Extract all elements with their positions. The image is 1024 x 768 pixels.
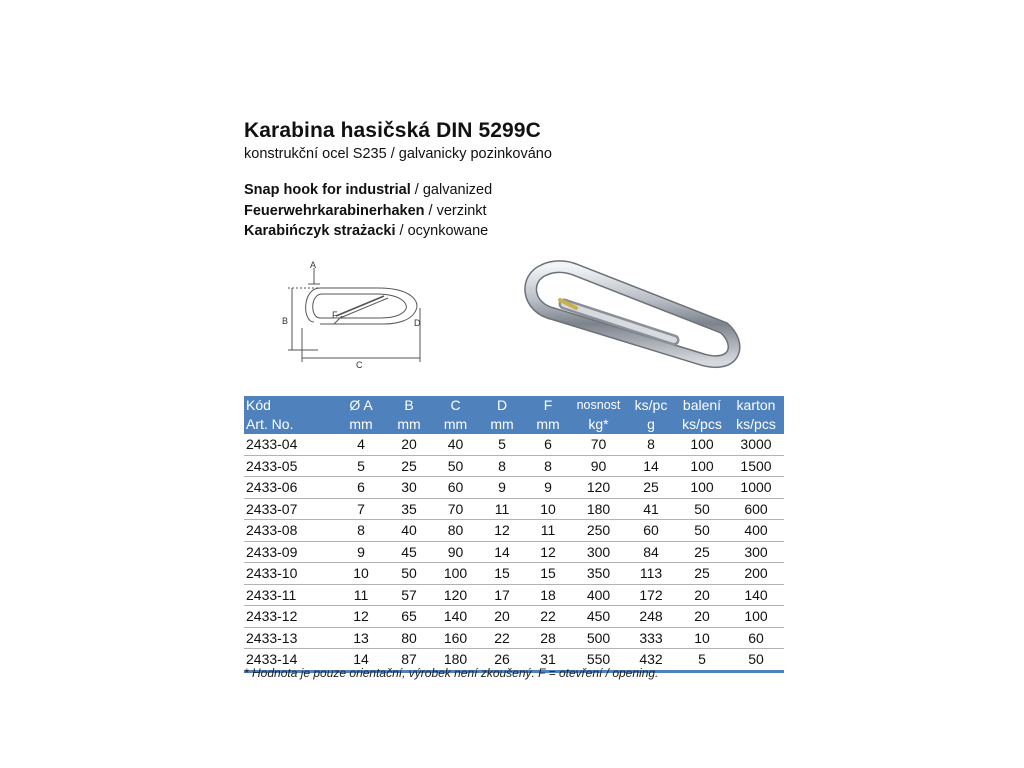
table-cell: 180 (432, 649, 479, 672)
product-photo (514, 248, 744, 373)
table-cell: 65 (386, 606, 432, 628)
footnote: * Hodnota je pouze orientační, výrobek není zkoušený. F = otevření / opening. (244, 666, 659, 680)
article-code: 2433-06 (244, 477, 336, 499)
table-cell: 22 (525, 606, 571, 628)
translations-list (244, 180, 789, 242)
table-cell: 20 (676, 584, 728, 606)
table-cell: 30 (386, 477, 432, 499)
dim-label-f: F (332, 310, 338, 320)
table-cell: 1500 (728, 455, 784, 477)
table-cell: 100 (728, 606, 784, 628)
table-cell: 90 (432, 541, 479, 563)
table-cell: 28 (525, 627, 571, 649)
table-cell: 200 (728, 563, 784, 585)
article-code: 2433-10 (244, 563, 336, 585)
article-code: 2433-05 (244, 455, 336, 477)
table-cell: 12 (525, 541, 571, 563)
col-header: D (479, 396, 525, 415)
table-cell: 7 (336, 498, 386, 520)
table-cell: 50 (386, 563, 432, 585)
table-cell: 26 (479, 649, 525, 672)
col-header: Ø A (336, 396, 386, 415)
dim-label-c: C (356, 360, 363, 370)
table-cell: 41 (626, 498, 676, 520)
table-cell: 180 (571, 498, 626, 520)
col-header: C (432, 396, 479, 415)
table-cell: 450 (571, 606, 626, 628)
table-cell: 600 (728, 498, 784, 520)
col-unit: mm (336, 415, 386, 434)
table-cell: 9 (525, 477, 571, 499)
table-row (244, 541, 784, 563)
table-cell: 140 (728, 584, 784, 606)
table-cell: 160 (432, 627, 479, 649)
table-cell: 40 (386, 520, 432, 542)
article-code: 2433-14 (244, 649, 336, 672)
table-cell: 5 (479, 434, 525, 455)
table-row (244, 434, 784, 455)
table-cell: 400 (571, 584, 626, 606)
product-title: Karabina hasičská DIN 5299C (244, 119, 541, 142)
table-cell: 45 (386, 541, 432, 563)
table-cell: 11 (525, 520, 571, 542)
product-subtitle: konstrukční ocel S235 / galvanicky pozinkováno (244, 146, 552, 162)
table-cell: 113 (626, 563, 676, 585)
table-cell: 80 (386, 627, 432, 649)
col-unit: Art. No. (244, 415, 336, 434)
table-cell: 8 (626, 434, 676, 455)
table-cell: 300 (728, 541, 784, 563)
dim-label-b: B (282, 316, 289, 326)
col-unit: mm (525, 415, 571, 434)
table-cell: 50 (676, 498, 728, 520)
col-header: Kód (244, 396, 336, 415)
table-cell: 1000 (728, 477, 784, 499)
table-cell: 5 (336, 455, 386, 477)
translation-pl: Karabińczyk strażacki / ocynkowane (244, 223, 489, 239)
table-cell: 14 (479, 541, 525, 563)
table-row (244, 606, 784, 628)
col-header: balení (676, 396, 728, 415)
col-header: nosnost (571, 396, 626, 415)
table-cell: 25 (626, 477, 676, 499)
table-cell: 17 (479, 584, 525, 606)
table-cell: 60 (728, 627, 784, 649)
table-cell: 11 (479, 498, 525, 520)
table-cell: 8 (479, 455, 525, 477)
table-cell: 10 (525, 498, 571, 520)
table-cell: 9 (479, 477, 525, 499)
table-cell: 80 (432, 520, 479, 542)
table-cell: 10 (336, 563, 386, 585)
table-cell: 50 (676, 520, 728, 542)
table-cell: 120 (571, 477, 626, 499)
table-cell: 400 (728, 520, 784, 542)
table-cell: 60 (626, 520, 676, 542)
table-cell: 12 (479, 520, 525, 542)
table-cell: 3000 (728, 434, 784, 455)
table-cell: 60 (432, 477, 479, 499)
col-header: F (525, 396, 571, 415)
table-cell: 350 (571, 563, 626, 585)
table-cell: 250 (571, 520, 626, 542)
table-cell: 300 (571, 541, 626, 563)
article-code: 2433-13 (244, 627, 336, 649)
col-unit: mm (432, 415, 479, 434)
table-cell: 100 (676, 434, 728, 455)
table-cell: 550 (571, 649, 626, 672)
table-cell: 15 (479, 563, 525, 585)
table-cell: 10 (676, 627, 728, 649)
table-cell: 70 (432, 498, 479, 520)
table-cell: 6 (336, 477, 386, 499)
specifications-table (244, 396, 784, 673)
dim-label-a: A (310, 260, 317, 270)
table-cell: 432 (626, 649, 676, 672)
table-cell: 100 (432, 563, 479, 585)
table-cell: 20 (386, 434, 432, 455)
table-cell: 333 (626, 627, 676, 649)
table-row (244, 584, 784, 606)
table-cell: 20 (676, 606, 728, 628)
col-unit: g (626, 415, 676, 434)
table-cell: 4 (336, 434, 386, 455)
col-unit: kg* (571, 415, 626, 434)
product-header (244, 118, 789, 242)
table-cell: 35 (386, 498, 432, 520)
table-row (244, 498, 784, 520)
col-unit: ks/pcs (728, 415, 784, 434)
table-cell: 84 (626, 541, 676, 563)
table-cell: 500 (571, 627, 626, 649)
table-row (244, 477, 784, 499)
dimension-drawing (280, 258, 430, 378)
table-cell: 40 (432, 434, 479, 455)
table-cell: 140 (432, 606, 479, 628)
table-cell: 8 (336, 520, 386, 542)
table-cell: 100 (676, 455, 728, 477)
article-code: 2433-08 (244, 520, 336, 542)
col-header: B (386, 396, 432, 415)
col-unit: ks/pcs (676, 415, 728, 434)
table-cell: 8 (525, 455, 571, 477)
table-cell: 9 (336, 541, 386, 563)
table-cell: 13 (336, 627, 386, 649)
table-cell: 70 (571, 434, 626, 455)
table-cell: 11 (336, 584, 386, 606)
table-cell: 22 (479, 627, 525, 649)
article-code: 2433-04 (244, 434, 336, 455)
table-cell: 14 (336, 649, 386, 672)
table-cell: 248 (626, 606, 676, 628)
translation-de: Feuerwehrkarabinerhaken / verzinkt (244, 202, 487, 219)
col-unit: mm (479, 415, 525, 434)
article-code: 2433-12 (244, 606, 336, 628)
table-cell: 12 (336, 606, 386, 628)
col-unit: mm (386, 415, 432, 434)
table-header-row (244, 396, 784, 415)
table-cell: 57 (386, 584, 432, 606)
col-header: karton (728, 396, 784, 415)
table-cell: 6 (525, 434, 571, 455)
table-cell: 50 (432, 455, 479, 477)
table-cell: 14 (626, 455, 676, 477)
table-cell: 50 (728, 649, 784, 672)
article-code: 2433-07 (244, 498, 336, 520)
table-cell: 15 (525, 563, 571, 585)
dim-label-d: D (414, 318, 421, 328)
col-header: ks/pc (626, 396, 676, 415)
table-cell: 25 (676, 541, 728, 563)
table-cell: 20 (479, 606, 525, 628)
table-body (244, 434, 784, 671)
table-cell: 100 (676, 477, 728, 499)
translation-en: Snap hook for industrial / galvanized (244, 182, 493, 198)
table-cell: 5 (676, 649, 728, 672)
table-row (244, 563, 784, 585)
table-cell: 18 (525, 584, 571, 606)
table-row (244, 455, 784, 477)
table-cell: 120 (432, 584, 479, 606)
table-row (244, 627, 784, 649)
table-cell: 90 (571, 455, 626, 477)
table-cell: 31 (525, 649, 571, 672)
article-code: 2433-09 (244, 541, 336, 563)
table-cell: 172 (626, 584, 676, 606)
table-row (244, 520, 784, 542)
article-code: 2433-11 (244, 584, 336, 606)
table-cell: 25 (386, 455, 432, 477)
table-cell: 25 (676, 563, 728, 585)
table-header-row (244, 415, 784, 434)
table-cell: 87 (386, 649, 432, 672)
